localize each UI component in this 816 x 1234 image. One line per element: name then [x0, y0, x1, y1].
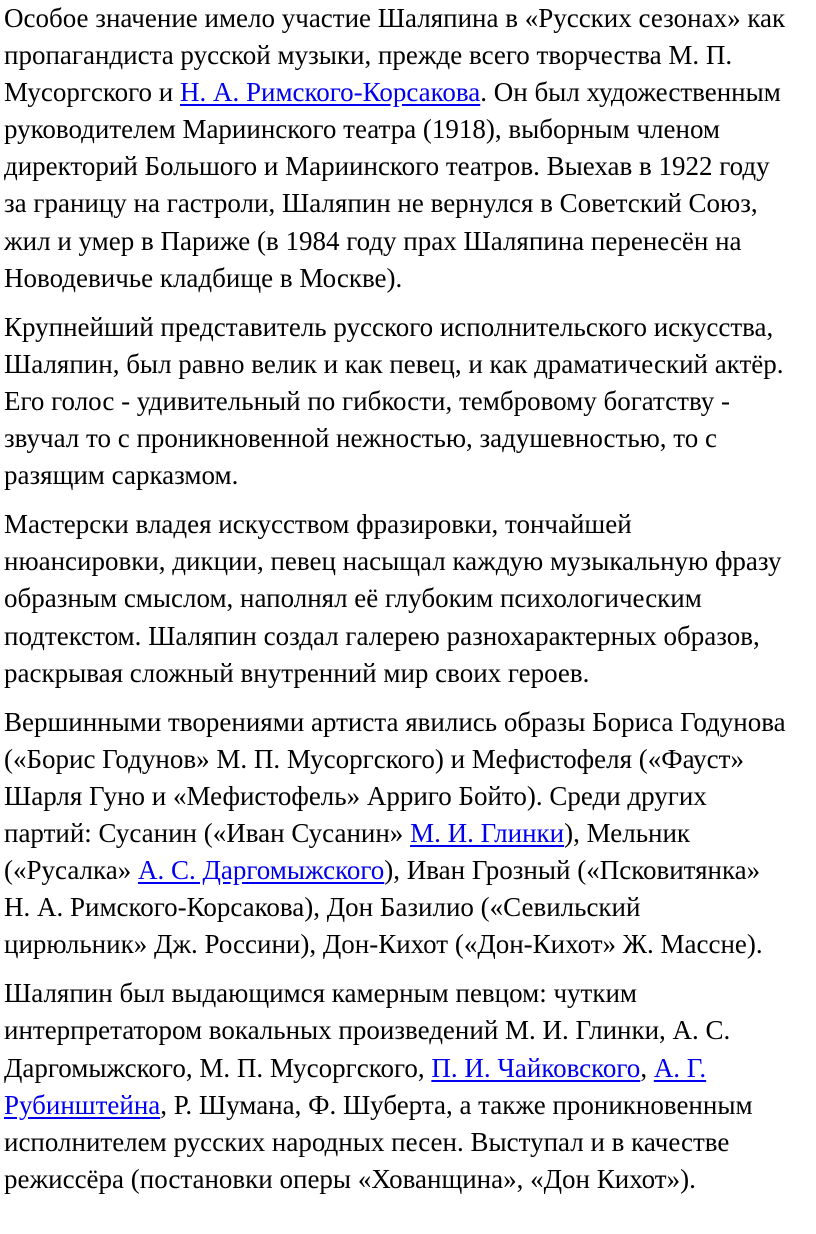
text-run: («Русалка» — [4, 855, 138, 886]
text-run: Шаляпин был выдающимся камерным певцом: чутким — [4, 978, 637, 1009]
text-run: Новодевичье кладбище в Москве). — [4, 262, 403, 293]
text-run: жил и умер в Париже (в 1984 году прах Шаляпина перенесён на — [4, 225, 742, 256]
paragraph — [4, 704, 816, 964]
text-run: раскрывая сложный внутренний мир своих героев. — [4, 657, 590, 688]
text-line — [4, 74, 816, 111]
text-run: ), Иван Грозный («Псковитянка» — [384, 855, 761, 886]
paragraph — [4, 0, 816, 297]
text-run: ), Мельник — [564, 817, 691, 848]
text-run: Мастерски владея искусством фразировки, тончайшей — [4, 509, 632, 540]
hyperlink[interactable]: М. И. Глинки — [410, 817, 565, 848]
hyperlink[interactable]: П. И. Чайковского — [431, 1052, 641, 1083]
paragraph — [4, 975, 816, 1198]
text-run: Даргомыжского, М. П. Мусоргского, — [4, 1052, 432, 1083]
text-line — [4, 1050, 816, 1087]
text-line — [4, 815, 816, 852]
text-run: Крупнейший представитель русского исполнительского искусства, — [4, 311, 774, 342]
text-line — [4, 260, 816, 297]
text-line — [4, 741, 816, 778]
text-line — [4, 148, 816, 185]
text-line — [4, 618, 816, 655]
text-line — [4, 1124, 816, 1161]
hyperlink[interactable]: А. Г. — [653, 1052, 707, 1083]
article-body — [4, 0, 816, 1198]
text-line — [4, 111, 816, 148]
text-line — [4, 420, 816, 457]
hyperlink[interactable]: Рубинштейна — [4, 1089, 161, 1120]
text-run: звучал то с проникновенной нежностью, задушевностью, то с — [4, 423, 717, 454]
hyperlink[interactable]: А. С. Даргомыжского — [137, 855, 385, 886]
text-run: , Р. Шумана, Ф. Шуберта, а также проникновенным — [160, 1089, 753, 1120]
text-run: цирюльник» Дж. Россини), Дон-Кихот («Дон-Кихот» Ж. Массне). — [4, 929, 763, 960]
text-run: директорий Большого и Мариинского театров. Выехав в 1922 году — [4, 151, 770, 182]
text-line — [4, 580, 816, 617]
text-line — [4, 852, 816, 889]
text-line — [4, 185, 816, 222]
text-line — [4, 926, 816, 963]
text-line — [4, 1087, 816, 1124]
paragraph — [4, 506, 816, 691]
hyperlink[interactable]: Н. А. Римского-Корсакова — [179, 77, 481, 108]
text-run: исполнителем русских народных песен. Выступал и в качестве — [4, 1126, 730, 1157]
text-run: разящим сарказмом. — [4, 460, 239, 491]
text-line — [4, 1012, 816, 1049]
text-line — [4, 0, 816, 37]
text-line — [4, 506, 816, 543]
text-run: интерпретатором вокальных произведений М. И. Глинки, А. С. — [4, 1015, 731, 1046]
text-run: Н. А. Римского-Корсакова), Дон Базилио («Севильский — [4, 892, 641, 923]
text-run: руководителем Мариинского театра (1918), выборным членом — [4, 114, 721, 145]
text-run: . Он был художественным — [480, 77, 781, 108]
text-run: , — [640, 1052, 654, 1083]
text-line — [4, 543, 816, 580]
text-run: Шаляпин, был равно велик и как певец, и как драматический актёр. — [4, 348, 784, 379]
text-run: образным смыслом, наполнял её глубоким психологическим — [4, 583, 702, 614]
text-line — [4, 37, 816, 74]
text-line — [4, 346, 816, 383]
text-line — [4, 223, 816, 260]
text-run: за границу на гастроли, Шаляпин не вернулся в Советский Союз, — [4, 188, 758, 219]
text-run: подтекстом. Шаляпин создал галерею разнохарактерных образов, — [4, 620, 760, 651]
paragraph — [4, 309, 816, 494]
text-line — [4, 309, 816, 346]
text-line — [4, 383, 816, 420]
text-line — [4, 655, 816, 692]
text-run: нюансировки, дикции, певец насыщал каждую музыкальную фразу — [4, 546, 782, 577]
text-line — [4, 1161, 816, 1198]
text-run: пропагандиста русской музыки, прежде всего творчества М. П. — [4, 40, 733, 71]
text-run: («Борис Годунов» М. П. Мусоргского) и Мефистофеля («Фауст» — [4, 743, 744, 774]
text-line — [4, 704, 816, 741]
text-run: партий: Сусанин («Иван Сусанин» — [4, 817, 411, 848]
text-line — [4, 778, 816, 815]
text-line — [4, 975, 816, 1012]
text-run: режиссёра (постановки оперы «Хованщина», «Дон Кихот»). — [4, 1163, 696, 1194]
text-line — [4, 889, 816, 926]
text-run: Его голос - удивительный по гибкости, тембровому богатству - — [4, 385, 731, 416]
text-line — [4, 457, 816, 494]
text-run: Вершинными творениями артиста явились образы Бориса Годунова — [4, 706, 786, 737]
text-run: Особое значение имело участие Шаляпина в «Русских сезонах» как — [4, 3, 786, 33]
text-run: Шарля Гуно и «Мефистофель» Арриго Бойто). Среди других — [4, 780, 707, 811]
text-run: Мусоргского и — [4, 77, 180, 108]
